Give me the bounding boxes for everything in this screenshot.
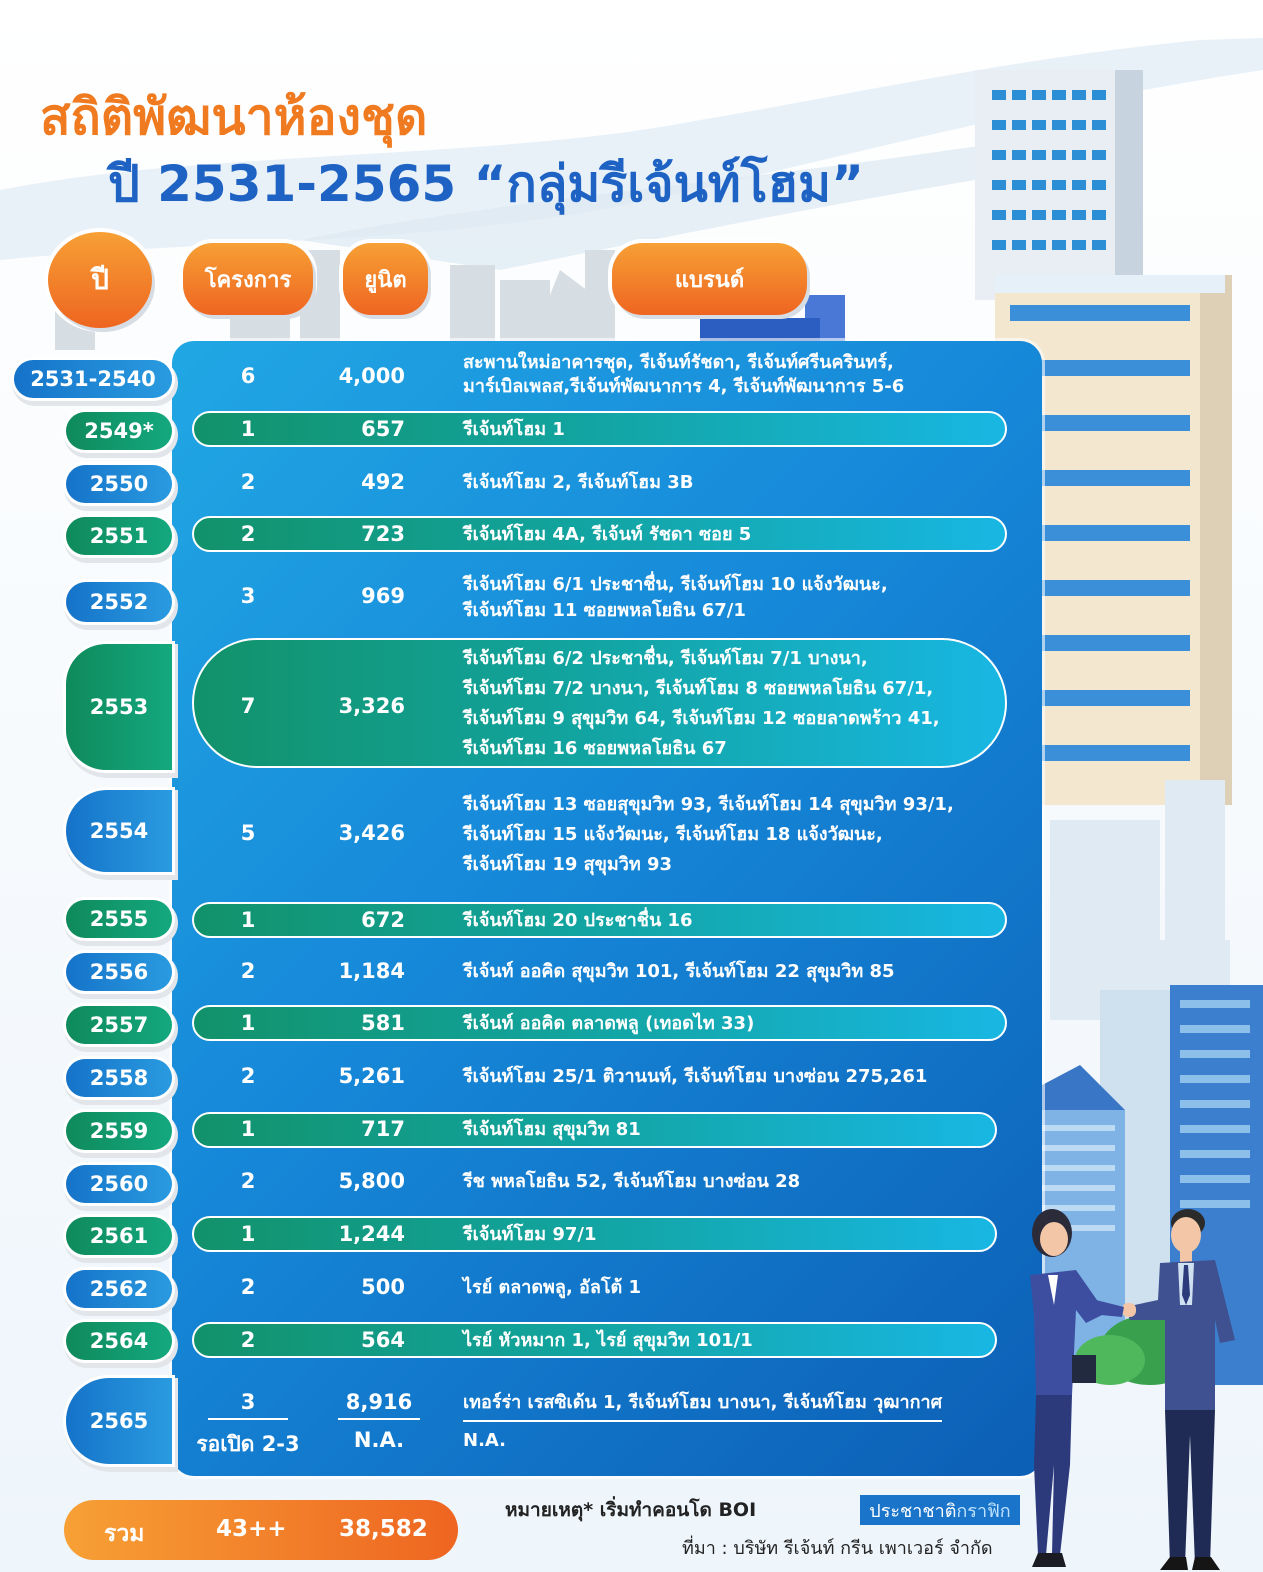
brand-2552	[463, 570, 888, 626]
year-2552: 2552	[66, 582, 172, 622]
units-2565: 8,916	[338, 1390, 420, 1420]
year-2555: 2555	[66, 900, 172, 938]
header-year: ปี	[48, 232, 152, 328]
units-2557: 581	[361, 1011, 405, 1035]
brand-line: รีเจ้นท์โฮม 11 ซอยพหลโยธิน 67/1	[463, 600, 746, 621]
brand-2565: เทอร์ร่า เรสซิเด้น 1, รีเจ้นท์โฮม บางนา, รีเจ้นท์โฮม วุฒากาศ	[463, 1388, 942, 1422]
publisher-suffix: กราฟิก	[956, 1500, 1011, 1522]
brand-2556: รีเจ้นท์ ออคิด สุขุมวิท 101, รีเจ้นท์โฮม 22 สุขุมวิท 85	[463, 961, 895, 982]
year-2551: 2551	[66, 517, 172, 555]
brand-2559: รีเจ้นท์โฮม สุขุมวิท 81	[463, 1119, 641, 1140]
year-2558: 2558	[66, 1059, 172, 1097]
brand-2562: ไรย์ ตลาดพลู, อัลโต้ 1	[463, 1277, 642, 1298]
projects-2554: 5	[240, 821, 256, 845]
year-2550: 2550	[66, 465, 172, 503]
projects-2557: 1	[240, 1011, 256, 1035]
year-2549: 2549*	[66, 412, 172, 450]
brand-line: รีเจ้นท์โฮม 9 สุขุมวิท 64, รีเจ้นท์โฮม 12 ซอยลาดพร้าว 41,	[463, 708, 940, 729]
year-2554: 2554	[66, 790, 172, 872]
projects-2565: 3	[208, 1390, 288, 1420]
header-units: ยูนิต	[343, 243, 428, 315]
brand-line: มาร์เบิลเพลส,รีเจ้นท์พัฒนาการ 4, รีเจ้นท์พัฒนาการ 5-6	[463, 376, 905, 397]
units-2562: 500	[361, 1275, 405, 1299]
units-2556: 1,184	[338, 959, 405, 983]
header-brand: แบรนด์	[612, 243, 807, 315]
year-2564: 2564	[66, 1322, 172, 1360]
units-2565-pending: N.A.	[353, 1428, 405, 1452]
projects-2531-2540: 6	[240, 364, 256, 388]
units-2560: 5,800	[338, 1169, 405, 1193]
projects-2555: 1	[240, 908, 256, 932]
publisher-badge	[860, 1495, 1020, 1525]
brand-line: รีเจ้นท์โฮม 7/2 บางนา, รีเจ้นท์โฮม 8 ซอยพหลโยธิน 67/1,	[463, 678, 934, 699]
total-projects: 43++	[216, 1516, 287, 1542]
footnote: หมายเหตุ* เริ่มทำคอนโด BOI	[505, 1499, 757, 1521]
year-2531-2540: 2531-2540	[14, 360, 172, 398]
brand-2560: รีช พหลโยธิน 52, รีเจ้นท์โฮม บางซ่อน 28	[463, 1171, 801, 1192]
page-title-line1: สถิติพัฒนาห้องชุด	[40, 88, 428, 146]
units-2552: 969	[361, 584, 405, 608]
brand-line: รีเจ้นท์โฮม 6/2 ประชาชื่น, รีเจ้นท์โฮม 7/1 บางนา,	[463, 648, 868, 669]
brand-2561: รีเจ้นท์โฮม 97/1	[463, 1224, 597, 1245]
header-projects: โครงการ	[183, 243, 313, 315]
projects-2552: 3	[240, 584, 256, 608]
units-2558: 5,261	[338, 1064, 405, 1088]
units-2554: 3,426	[338, 821, 405, 845]
brand-line: รีเจ้นท์โฮม 15 แจ้งวัฒนะ, รีเจ้นท์โฮม 18 แจ้งวัฒนะ,	[463, 824, 883, 845]
projects-2553: 7	[240, 694, 256, 718]
units-2555: 672	[361, 908, 405, 932]
year-2553: 2553	[66, 644, 172, 770]
projects-2560: 2	[240, 1169, 256, 1193]
brand-line: รีเจ้นท์โฮม 6/1 ประชาชื่น, รีเจ้นท์โฮม 10 แจ้งวัฒนะ,	[463, 574, 888, 595]
projects-2556: 2	[240, 959, 256, 983]
units-2551: 723	[361, 522, 405, 546]
brand-2555: รีเจ้นท์โฮม 20 ประชาชื่น 16	[463, 910, 693, 931]
handshake-illustration	[1010, 1195, 1255, 1570]
page-title-line2: ปี 2531-2565 “กลุ่มรีเจ้นท์โฮม”	[108, 155, 864, 213]
projects-2565-pending: รอเปิด 2-3	[196, 1432, 300, 1456]
brand-line: สะพานใหม่อาคารชุด, รีเจ้นท์รัชดา, รีเจ้นท์ศรีนครินทร์,	[463, 352, 894, 373]
year-2565: 2565	[66, 1378, 172, 1464]
projects-2551: 2	[240, 522, 256, 546]
total-bar	[64, 1500, 458, 1560]
brand-2565-pending: N.A.	[463, 1430, 507, 1451]
brand-2550: รีเจ้นท์โฮม 2, รีเจ้นท์โฮม 3B	[463, 472, 694, 493]
total-units: 38,582	[339, 1516, 428, 1542]
total-label: รวม	[104, 1521, 145, 1547]
units-2531-2540: 4,000	[338, 364, 405, 388]
brand-line: รีเจ้นท์โฮม 19 สุขุมวิท 93	[463, 854, 673, 875]
source-credit: ที่มา : บริษัท รีเจ้นท์ กรีน เพาเวอร์ จำกัด	[682, 1538, 993, 1559]
projects-2549: 1	[240, 417, 256, 441]
projects-2564: 2	[240, 1328, 256, 1352]
units-2561: 1,244	[338, 1222, 405, 1246]
year-2559: 2559	[66, 1112, 172, 1150]
projects-2559: 1	[240, 1117, 256, 1141]
brand-line: รีเจ้นท์โฮม 16 ซอยพหลโยธิน 67	[463, 738, 727, 759]
projects-2558: 2	[240, 1064, 256, 1088]
brand-2558: รีเจ้นท์โฮม 25/1 ติวานนท์, รีเจ้นท์โฮม บางซ่อน 275,261	[463, 1066, 928, 1087]
year-2562: 2562	[66, 1270, 172, 1308]
units-2553: 3,326	[338, 694, 405, 718]
brand-2564: ไรย์ หัวหมาก 1, ไรย์ สุขุมวิท 101/1	[463, 1330, 753, 1351]
projects-2562: 2	[240, 1275, 256, 1299]
units-2564: 564	[361, 1328, 405, 1352]
projects-2550: 2	[240, 470, 256, 494]
year-2557: 2557	[66, 1006, 172, 1044]
brand-2531-2540	[463, 348, 904, 402]
brand-2553	[463, 644, 940, 764]
units-2550: 492	[361, 470, 405, 494]
brand-2549: รีเจ้นท์โฮม 1	[463, 419, 565, 440]
brand-line: รีเจ้นท์โฮม 13 ซอยสุขุมวิท 93, รีเจ้นท์โฮม 14 สุขุมวิท 93/1,	[463, 794, 954, 815]
brand-2551: รีเจ้นท์โฮม 4A, รีเจ้นท์ รัชดา ซอย 5	[463, 524, 752, 545]
year-2560: 2560	[66, 1165, 172, 1203]
units-2549: 657	[361, 417, 405, 441]
projects-2561: 1	[240, 1222, 256, 1246]
year-2556: 2556	[66, 953, 172, 991]
brand-2557: รีเจ้นท์ ออคิด ตลาดพลู (เทอดไท 33)	[463, 1013, 755, 1034]
publisher-name: ประชาชาติ	[869, 1500, 957, 1522]
row-highlight-2549	[192, 411, 1007, 447]
brand-2554	[463, 790, 954, 880]
units-2559: 717	[361, 1117, 405, 1141]
year-2561: 2561	[66, 1217, 172, 1255]
